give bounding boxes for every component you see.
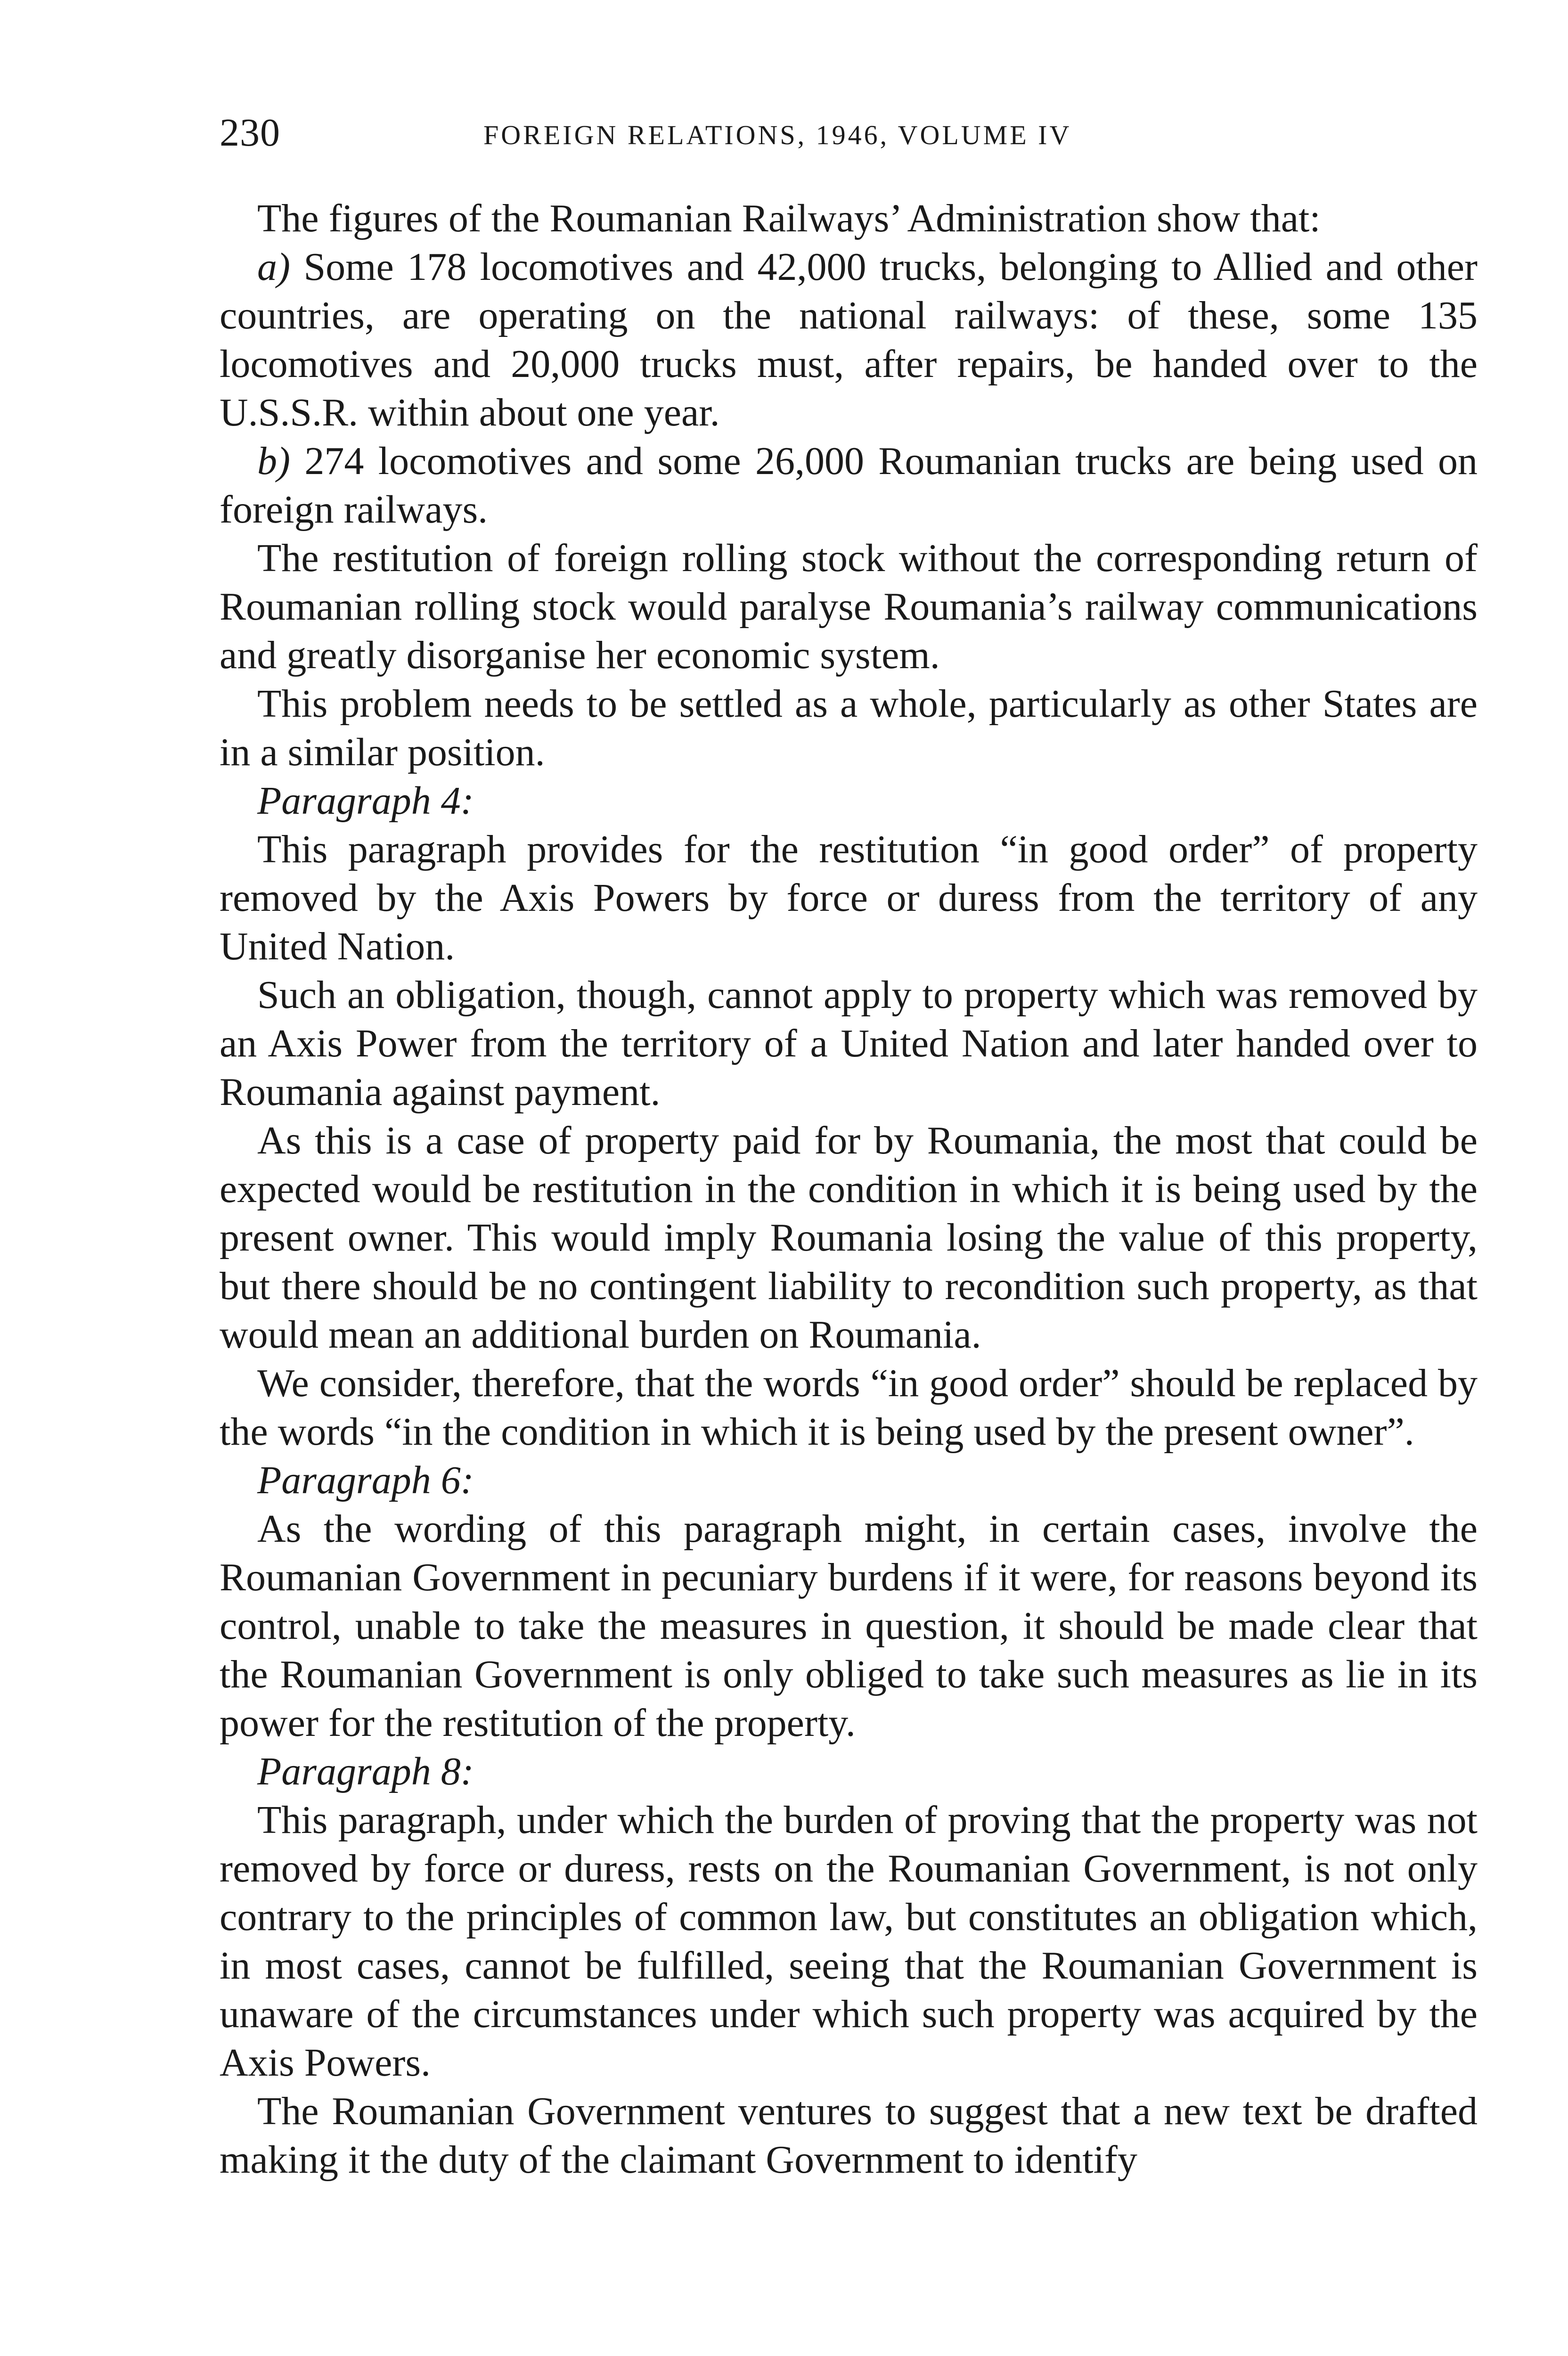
- item-text: 274 locomotives and some 26,000 Roumanian trucks are being used on foreign railways.: [220, 439, 1478, 532]
- paragraph-text: As this is a case of property paid for by Roumania, the most that could be expected would be restitution in the condition in which it is being used by the present owner. This would imply Roumania losing the value of this property, but there should be no contingent liability to recondition such property, as that would mean an additional burden on Roumania.: [220, 1119, 1478, 1357]
- paragraph-text: The figures of the Roumanian Railways’ Administration show that:: [257, 196, 1321, 240]
- item-label: b): [257, 439, 290, 483]
- paragraph-text: The Roumanian Government ventures to suggest that a new text be drafted making it the duty of the claimant Government to identify: [220, 2089, 1478, 2182]
- list-item: [220, 437, 1478, 534]
- paragraph-text: We consider, therefore, that the words “in good order” should be replaced by the words “in the condition in which it is being used by the present owner”.: [220, 1361, 1478, 1454]
- list-item: [220, 243, 1478, 437]
- paragraph: [220, 825, 1478, 971]
- paragraph: [220, 1796, 1478, 2087]
- body-text: [220, 194, 1478, 2184]
- item-label: a): [257, 245, 290, 289]
- item-text: Some 178 locomotives and 42,000 trucks, belonging to Allied and other countries, are operating on the national railways: of these, some 135 locomotives and 20,000 trucks must, after repairs, be handed over to the U.S.S.R. within about one year.: [220, 245, 1478, 434]
- paragraph: [220, 1505, 1478, 1747]
- paragraph-text: This problem needs to be settled as a whole, particularly as other States are in a similar position.: [220, 682, 1478, 774]
- paragraph: [220, 2087, 1478, 2184]
- paragraph-text: As the wording of this paragraph might, in certain cases, involve the Roumanian Government in pecuniary burdens if it were, for reasons beyond its control, unable to take the measures in question, it should be made clear that the Roumanian Government is only obliged to take such measures as lie in its power for the restitution of the property.: [220, 1507, 1478, 1745]
- paragraph: [220, 971, 1478, 1116]
- section-heading: [220, 1456, 1478, 1505]
- running-head: FOREIGN RELATIONS, 1946, VOLUME IV: [483, 120, 1072, 150]
- section-heading-text: Paragraph 8:: [257, 1750, 474, 1793]
- page-number: 230: [220, 111, 280, 155]
- paragraph-text: This paragraph, under which the burden of proving that the property was not removed by force or duress, rests on the Roumanian Government, is not only contrary to the principles of common law, but constitutes an obligation which, in most cases, cannot be fulfilled, seeing that the Roumanian Government is unaware of the circumstances under which such property was acquired by the Axis Powers.: [220, 1798, 1478, 2085]
- paragraph-text: This paragraph provides for the restitution “in good order” of property removed by the Axis Powers by force or duress from the territory of any United Nation.: [220, 827, 1478, 968]
- section-heading: [220, 777, 1478, 825]
- paragraph: [220, 1359, 1478, 1456]
- paragraph: [220, 679, 1478, 777]
- page-header: [220, 109, 1478, 166]
- section-heading: [220, 1747, 1478, 1796]
- paragraph: [220, 534, 1478, 679]
- section-heading-text: Paragraph 4:: [257, 779, 474, 823]
- paragraph: [220, 1116, 1478, 1359]
- paragraph: [220, 194, 1478, 243]
- section-heading-text: Paragraph 6:: [257, 1458, 474, 1502]
- paragraph-text: The restitution of foreign rolling stock without the corresponding return of Roumanian rolling stock would paralyse Roumania’s railway communications and greatly disorganise her economic system.: [220, 536, 1478, 677]
- paragraph-text: Such an obligation, though, cannot apply to property which was removed by an Axis Power from the territory of a United Nation and later handed over to Roumania against payment.: [220, 973, 1478, 1114]
